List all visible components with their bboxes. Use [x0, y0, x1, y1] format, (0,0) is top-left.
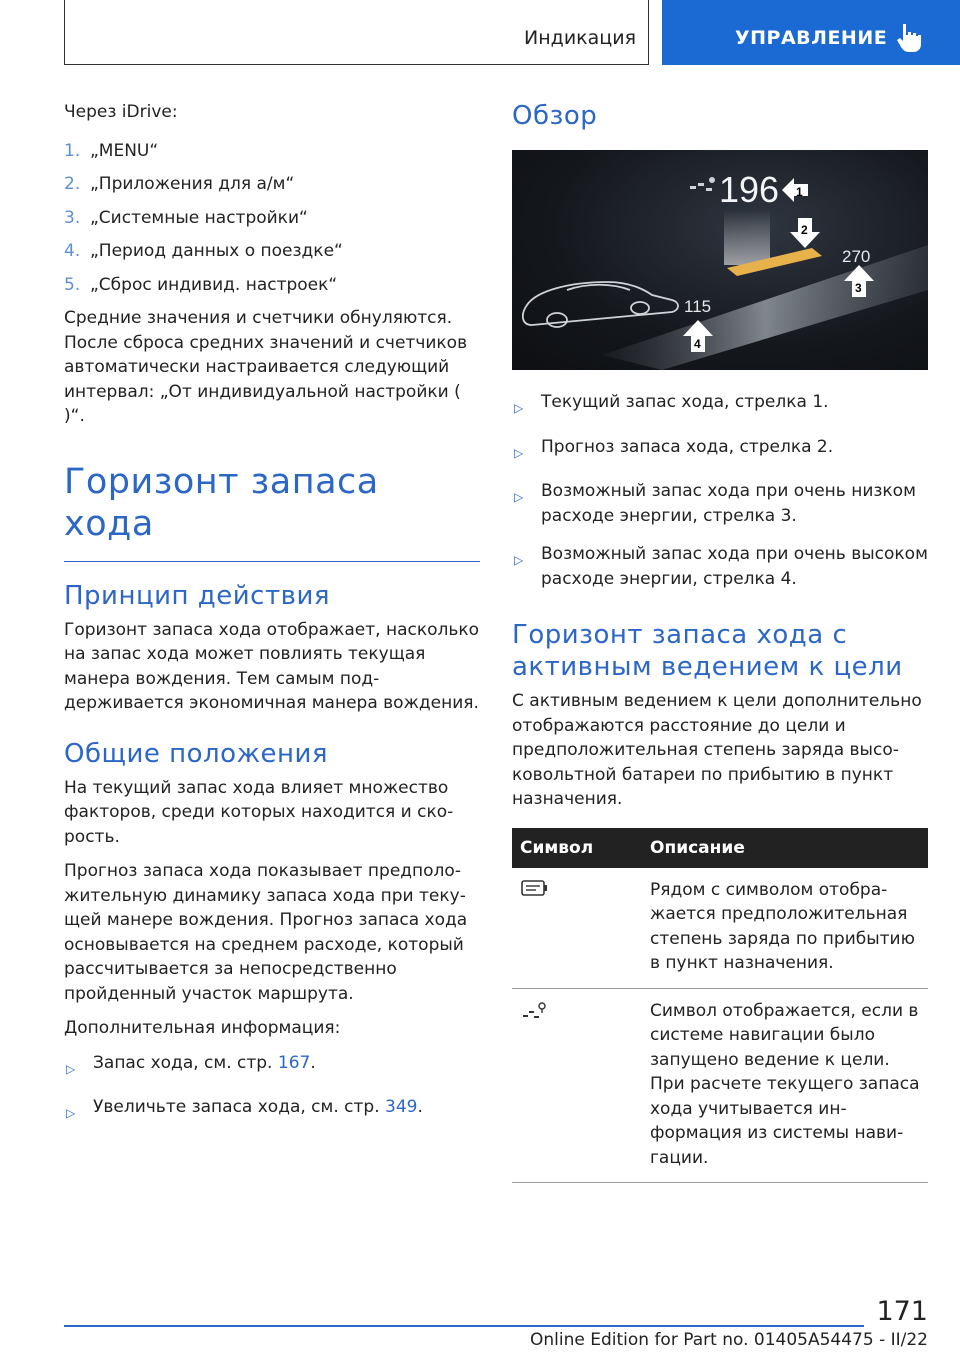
overview-legend	[512, 390, 928, 591]
list-item: ▷ Запас хода, см. стр. 167.	[64, 1051, 480, 1082]
reset-steps-list	[64, 139, 480, 298]
general-text-2: Прогноз запаса хода показывает предположительную динамику запаса хода при текущей манере вождения. Прогноз запаса хода основывается на среднем расходе, который рассчитывается за непосредственно пройденный участок маршрута.	[64, 861, 468, 1004]
header-section-label: Индикация	[524, 27, 636, 49]
left-column	[64, 100, 480, 1140]
list-item: ▷ Текущий запас хода, стрелка 1.	[512, 390, 928, 421]
triangle-bullet-icon: ▷	[514, 401, 524, 415]
triangle-bullet-icon: ▷	[514, 445, 524, 460]
range-horizon-figure	[512, 150, 928, 370]
header-chapter-label: УПРАВЛЕНИЕ	[735, 27, 888, 49]
svg-text:3: 3	[855, 281, 862, 295]
table-row	[512, 868, 928, 989]
marker-arrow-2	[790, 218, 820, 248]
triangle-bullet-icon: ▷	[66, 1061, 76, 1076]
current-range-value: 196	[719, 169, 780, 210]
step-item: 2. „Приложения для а/м“	[64, 174, 295, 194]
symbol-table	[512, 828, 928, 1184]
list-item: ▷ Увеличьте запаса хода, см. стр. 349.	[64, 1095, 480, 1126]
marker-arrow-1	[782, 178, 808, 202]
page-link-167[interactable]: 167	[277, 1052, 311, 1073]
high-range-value: 270	[842, 247, 871, 266]
table-row	[512, 988, 928, 1183]
svg-text:4: 4	[694, 337, 701, 351]
car-outline-icon	[523, 282, 678, 327]
navigation-route-icon	[520, 999, 550, 1023]
list-item: ▷ Прогноз запаса хода, стрелка 2.	[512, 435, 928, 466]
step-item: 4. „Период данных о поездке“	[64, 241, 343, 261]
triangle-bullet-icon: ▷	[514, 553, 524, 567]
range-horizon-illustration	[512, 150, 928, 370]
page-number: 171	[876, 1296, 928, 1327]
step-item: 5. „Сброс индивид. настроек“	[64, 274, 338, 295]
idrive-intro: Через iDrive:	[64, 102, 178, 122]
svg-text:1: 1	[796, 185, 803, 199]
reset-description: Средние значения и счетчики обнуляются. После сброса средних значений и счетчиков автоматически настраивается следующий интервал: „От индивидуальной настройки ( )“.	[64, 308, 468, 426]
page-link-349[interactable]: 349	[385, 1097, 418, 1117]
more-info-label: Дополнительная информация:	[64, 1018, 341, 1038]
triangle-bullet-icon: ▷	[66, 1106, 76, 1120]
column-header-symbol: Символ	[512, 828, 642, 868]
step-item: 3. „Системные настройки“	[64, 207, 308, 228]
header-section-box	[64, 0, 649, 65]
list-item: ▷ Возможный запас хода при очень низком расходе энергии, стрелка 3.	[512, 479, 928, 528]
touch-hand-icon	[894, 22, 924, 54]
general-title: Общие положения	[64, 738, 329, 769]
principle-text: Горизонт запаса хода отображает, насколько на запас хода может повлиять текущая манера вождения. Тем самым поддерживается экономичная манера вождения.	[64, 619, 480, 713]
footer-edition: Online Edition for Part no. 01405A54475 - II/22	[529, 1330, 928, 1350]
active-guidance-title: Горизонт запаса хода с активным ведением к цели	[512, 620, 903, 682]
chapter-title: Горизонт запаса хода	[64, 461, 480, 562]
header-chapter-tab[interactable]	[662, 0, 960, 65]
triangle-bullet-icon: ▷	[514, 490, 524, 504]
general-text-1: На текущий запас хода влияет множество факторов, среди которых находится и скорость.	[64, 777, 454, 847]
right-column	[512, 100, 928, 1183]
list-item: ▷ Возможный запас хода при очень высоком расходе энергии, стрелка 4.	[512, 542, 928, 591]
table-header-row	[512, 828, 928, 868]
battery-charge-icon	[520, 878, 550, 900]
step-item: 1. „MENU“	[64, 140, 159, 161]
navigation-route-icon	[690, 177, 715, 191]
principle-title: Принцип действия	[64, 580, 330, 611]
column-header-description: Описание	[642, 828, 928, 868]
low-range-value: 115	[684, 297, 712, 316]
overview-title: Обзор	[512, 101, 598, 131]
more-info-links	[64, 1051, 480, 1126]
row-description: Символ отображается, если в системе навигации было запущено ведение к цели. При расчете текущего запаса хода учитывается информация из системы навигации.	[642, 988, 928, 1183]
active-guidance-text: С активным ведением к цели дополнительно отображаются расстояние до цели и предположительная степень заряда высоковольтной батареи по прибытию в пункт назначения.	[512, 691, 922, 809]
light-column	[724, 210, 770, 265]
svg-text:2: 2	[801, 223, 808, 237]
footer-divider	[64, 1325, 864, 1327]
row-description: Рядом с символом отображается предположительная степень заряда по прибытию в пункт назначения.	[642, 868, 928, 989]
